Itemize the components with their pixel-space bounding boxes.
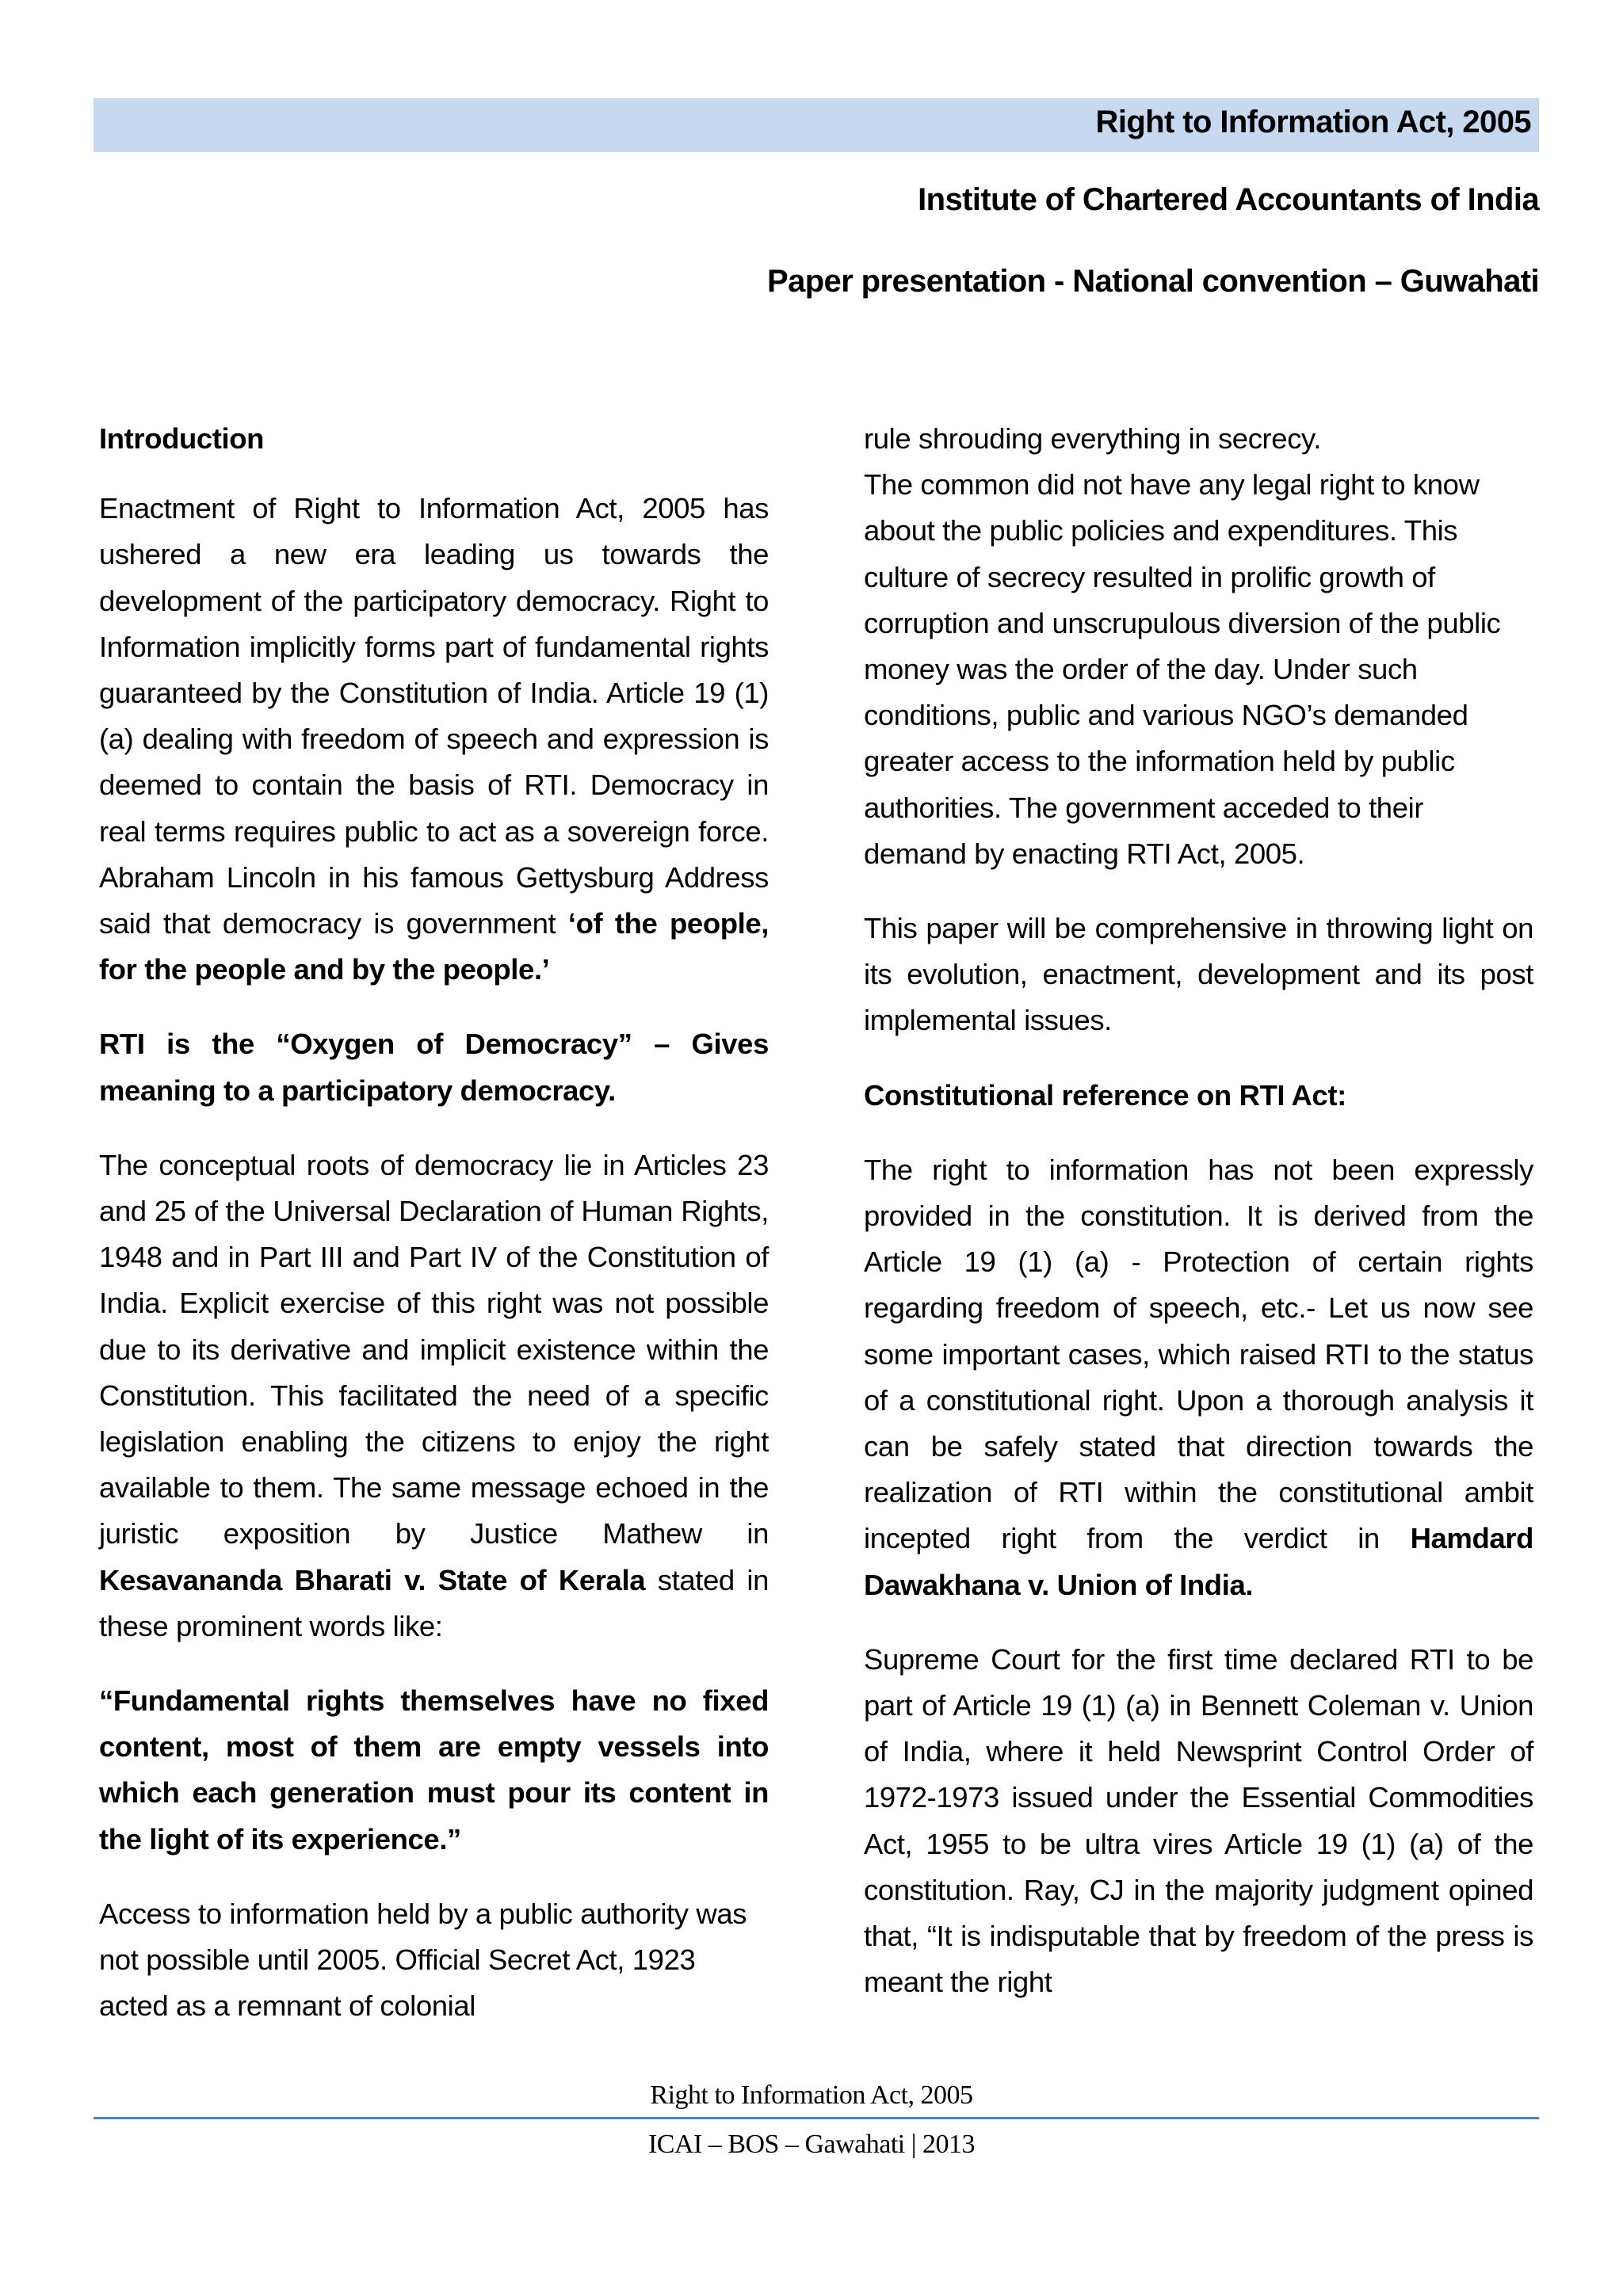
case-name: Hamdard Dawakhana v. Union of India. (864, 1522, 1533, 1601)
lincoln-quote: ‘of the people, for the people and by the people.’ (99, 907, 769, 986)
organization-heading: Institute of Chartered Accountants of India (918, 182, 1539, 217)
constitutional-paragraph: The right to information has not been expressly provided in the constitution. It is derived from the Article 19 (1) (a) - Protection of certain rights regarding freedom of speech, etc.- Let us now see some important cases, which raised RTI to the status of a constitutional right. Upon a thorough analysis it can be safely stated that direction towards the realization of RTI within the constitutional ambit incepted right from the verdict in Hamdard Dawakhana v. Union of India. (864, 1153, 1533, 1601)
case-name: Kesavananda Bharati v. State of Kerala (99, 1563, 646, 1596)
footer-title: Right to Information Act, 2005 (650, 2081, 973, 2110)
footer-divider (94, 2117, 1539, 2119)
oxygen-heading: RTI is the “Oxygen of Democracy” – Gives meaning to a participatory democracy. (99, 1028, 769, 1107)
mathew-quote: “Fundamental rights themselves have no fixed content, most of them are empty vessels into which each generation must pour its content in the light of its experience.” (99, 1684, 769, 1855)
common-paragraph: The common did not have any legal right to know about the public policies and expenditures. This culture of secrecy resulted in prolific growth of corruption and unscrupulous diversion of the public money was the order of the day. Under such conditions, public and various NGO’s demanded greater access to the information held by public authorities. The government acceded to their demand by enacting RTI Act, 2005. (864, 468, 1501, 870)
footer-subtitle: ICAI – BOS – Gawahati | 2013 (647, 2130, 976, 2159)
header-band (94, 98, 1539, 152)
document-title: Right to Information Act, 2005 (1095, 105, 1531, 139)
introduction-heading: Introduction (99, 422, 265, 455)
paper-scope-paragraph: This paper will be comprehensive in throwing light on its evolution, enactment, development and its post implemental issues. (864, 912, 1533, 1037)
supreme-court-paragraph: Supreme Court for the first time declared RTI to be part of Article 19 (1) (a) in Bennett Coleman v. Union of India, where it held Newsprint Control Order of 1972-1973 issued under the Essential Commodities Act, 1955 to be ultra vires Article 19 (1) (a) of the constitution. Ray, CJ in the majority judgment opined that, “It is indisputable that by freedom of the press is meant the right (864, 1642, 1533, 1999)
left-column (99, 416, 769, 2030)
introduction-paragraph: Enactment of Right to Information Act, 2005 has ushered a new era leading us towards the development of the participatory democracy. Right to Information implicitly forms part of fundamental rights guaranteed by the Constitution of India. Article 19 (1) (a) dealing with freedom of speech and expression is deemed to contain the basis of RTI. Democracy in real terms requires public to act as a sovereign force. Abraham Lincoln in his famous Gettysburg Address said that democracy is government ‘of the people, for the people and by the people.’ (99, 492, 769, 986)
event-heading: Paper presentation - National convention – Guwahati (766, 264, 1539, 299)
constitutional-heading: Constitutional reference on RTI Act: (864, 1078, 1346, 1112)
access-paragraph: Access to information held by a public authority was not possible until 2005. Official Secret Act, 1923 acted as a remnant of colonial (99, 1897, 747, 2023)
roots-paragraph: The conceptual roots of democracy lie in Articles 23 and 25 of the Universal Declaration of Human Rights, 1948 and in Part III and Part IV of the Constitution of India. Explicit exercise of this right was not possible due to its derivative and implicit existence within the Constitution. This facilitated the need of a specific legislation enabling the citizens to enjoy the right available to them. The same message echoed in the juristic exposition by Justice Mathew in Kesavananda Bharati v. State of Kerala stated in these prominent words like: (99, 1148, 769, 1642)
continuation-text: rule shrouding everything in secrecy. (864, 422, 1321, 455)
right-column (864, 416, 1533, 2006)
